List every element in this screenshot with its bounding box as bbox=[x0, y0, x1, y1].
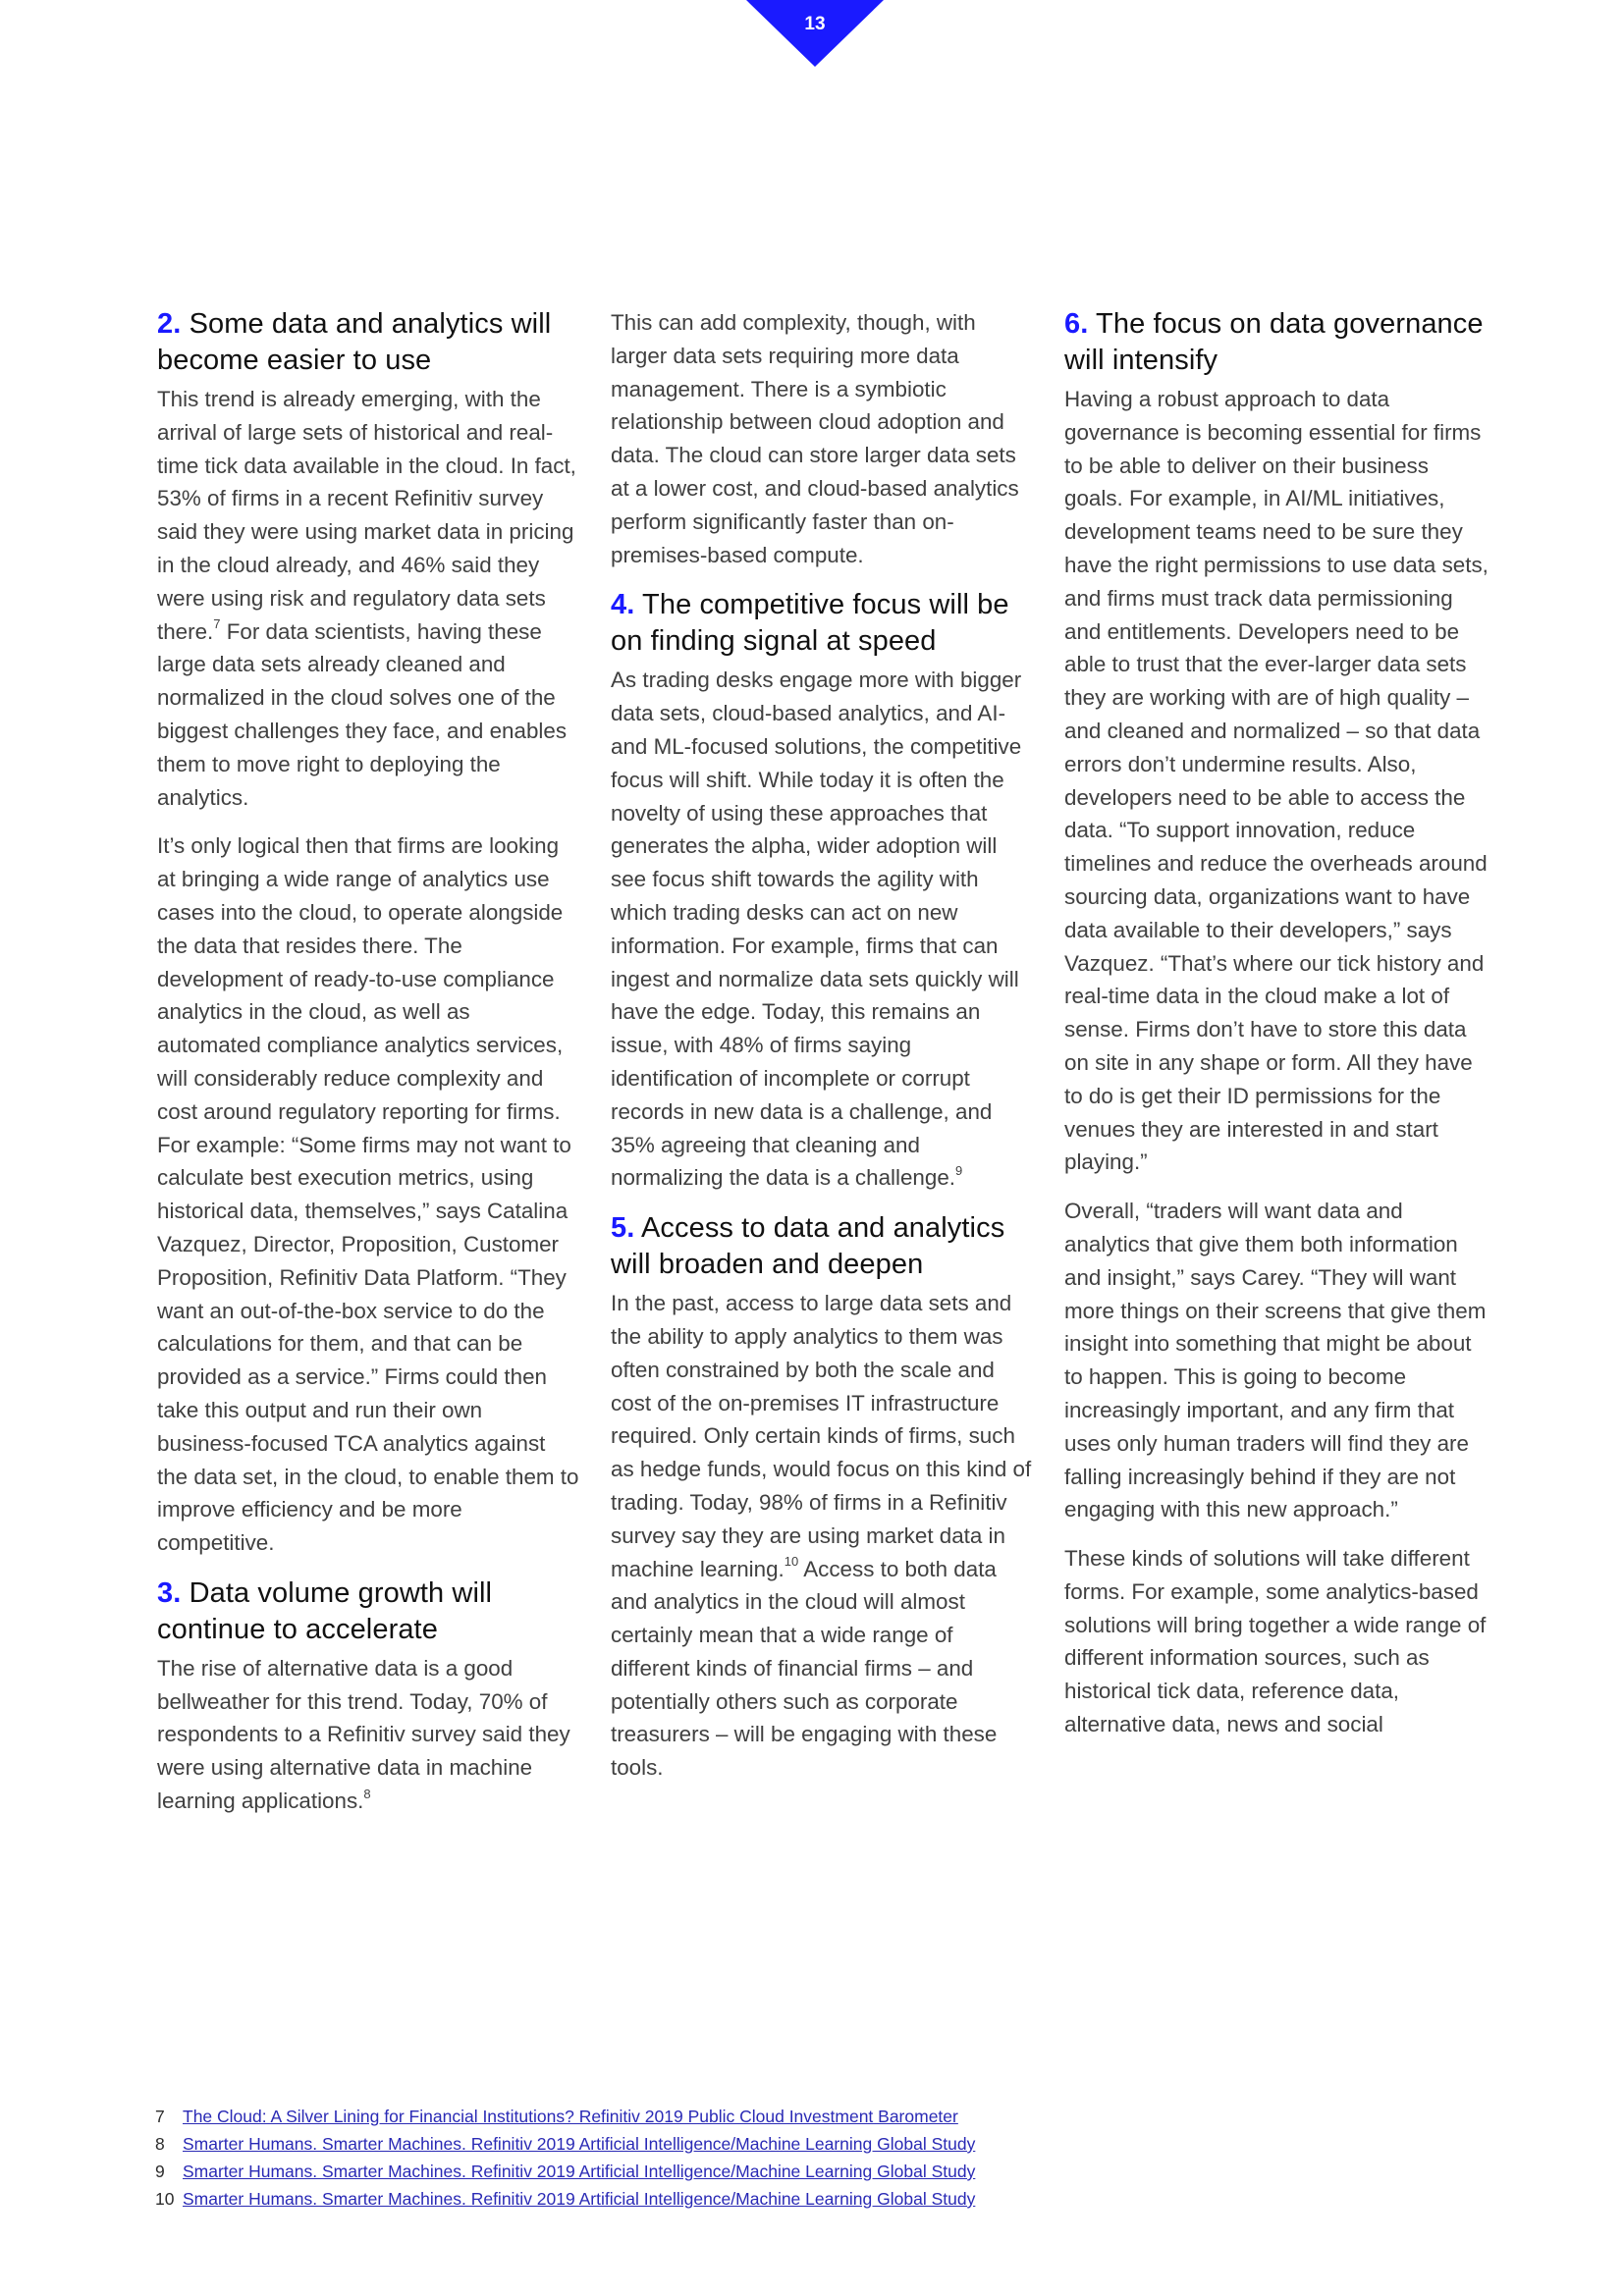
footnotes bbox=[155, 2103, 1235, 2213]
section-number: 5. bbox=[611, 1212, 635, 1245]
footnote-number: 8 bbox=[155, 2134, 165, 2154]
section-number: 6. bbox=[1064, 308, 1089, 340]
footnote-7 bbox=[155, 2103, 1235, 2130]
paragraph-text-cont: For data scientists, having these large data sets already cleaned and normalized in the cloud solves one of the biggest challenges they face, and enables them to move right to deploying the analytics. bbox=[157, 618, 568, 810]
paragraph bbox=[611, 664, 1033, 1195]
footnote-link[interactable]: The Cloud: A Silver Lining for Financial Institutions? Refinitiv 2019 Public Cloud Investment Barometer bbox=[183, 2107, 958, 2126]
section-6 bbox=[1064, 306, 1492, 1741]
footnote-ref: 8 bbox=[363, 1786, 371, 1801]
paragraph-text: This can add complexity, though, with larger data sets requiring more data management. There is a symbiotic relationship between cloud adoption and data. The cloud can store larger data sets at a lower cost, and cloud-based analytics perform significantly faster than on-premises-based compute. bbox=[611, 310, 1019, 567]
paragraph-text-cont: Access to both data and analytics in the cloud will almost certainly mean that a wide range of different kinds of financial firms – and potentially others such as corporate treasurers – will be engaging with these tools. bbox=[611, 1556, 998, 1781]
paragraph-text: As trading desks engage more with bigger data sets, cloud-based analytics, and AI- and ML-focused solutions, the competitive focus will shift. While today it is often the novelty of using these approaches that generates the alpha, wider adoption will see focus shift towards the agility with which trading desks can act on new information. For example, firms that can ingest and normalize data sets quickly will have the edge. Today, this remains an issue, with 48% of firms saying identification of incomplete or corrupt records in new data is a challenge, and 35% agreeing that cleaning and normalizing the data is a challenge. bbox=[611, 667, 1022, 1191]
section-heading bbox=[157, 306, 579, 379]
section-3 bbox=[157, 1575, 579, 1818]
paragraph-text: Overall, “traders will want data and analytics that give them both information and insight,” says Carey. “They will want more things on their screens that give them insight into something that might be about to happen. This is going to become increasingly important, and any firm that uses only human traders will find they are falling increasingly behind if they are not engaging with this new approach.” bbox=[1064, 1199, 1487, 1522]
section-heading bbox=[1064, 306, 1492, 379]
footnote-link[interactable]: Smarter Humans. Smarter Machines. Refinitiv 2019 Artificial Intelligence/Machine Learning Global Study bbox=[183, 2189, 976, 2209]
section-heading bbox=[611, 587, 1033, 660]
footnote-ref: 7 bbox=[213, 616, 221, 632]
paragraph-text: The rise of alternative data is a good bellweather for this trend. Today, 70% of respondents to a Refinitiv survey said they were using alternative data in machine learning applications. bbox=[157, 1655, 570, 1814]
page-number: 13 bbox=[804, 14, 826, 34]
section-4 bbox=[611, 587, 1033, 1195]
section-heading bbox=[157, 1575, 579, 1648]
footnote-ref: 10 bbox=[784, 1554, 799, 1570]
footnote-10 bbox=[155, 2185, 1235, 2213]
section-title: Access to data and analytics will broaden and deepen bbox=[611, 1212, 1005, 1281]
footnote-number: 7 bbox=[155, 2107, 165, 2126]
section-number: 2. bbox=[157, 308, 182, 340]
paragraph-text: These kinds of solutions will take different forms. For example, some analytics-based solutions will bring together a wide range of different information sources, such as historical tick data, reference data, alternative data, news and social bbox=[1064, 1546, 1487, 1737]
column-1 bbox=[157, 306, 579, 1834]
paragraph bbox=[611, 1287, 1033, 1785]
paragraph bbox=[1064, 383, 1492, 1179]
section-title: The competitive focus will be on finding signal at speed bbox=[611, 589, 1009, 658]
paragraph bbox=[1064, 1195, 1492, 1526]
paragraph-text: It’s only logical then that firms are looking at bringing a wide range of analytics use cases into the cloud, to operate alongside the data that resides there. The development of ready-to-use compliance analytics in the cloud, as well as automated compliance analytics services, will considerably reduce complexity and cost around regulatory reporting for firms. For example: “Some firms may not want to calculate best execution metrics, using historical data, themselves,” says Catalina Vazquez, Director, Proposition, Customer Proposition, Refinitiv Data Platform. “They want an out-of-the-box service to do the calculations for them, and that can be provided as a service.” Firms could then take this output and run their own business-focused TCA analytics against the data set, in the cloud, to enable them to improve efficiency and be more competitive. bbox=[157, 833, 579, 1556]
footnote-8 bbox=[155, 2130, 1235, 2158]
column-2 bbox=[611, 306, 1033, 1800]
footnote-link[interactable]: Smarter Humans. Smarter Machines. Refinitiv 2019 Artificial Intelligence/Machine Learning Global Study bbox=[183, 2134, 976, 2154]
section-number: 3. bbox=[157, 1576, 182, 1609]
footnote-number: 9 bbox=[155, 2162, 165, 2181]
paragraph bbox=[611, 306, 1033, 571]
section-title: The focus on data governance will intensify bbox=[1064, 308, 1484, 376]
footnote-link[interactable]: Smarter Humans. Smarter Machines. Refinitiv 2019 Artificial Intelligence/Machine Learning Global Study bbox=[183, 2162, 976, 2181]
section-2 bbox=[157, 306, 579, 1560]
section-5 bbox=[611, 1210, 1033, 1785]
section-heading bbox=[611, 1210, 1033, 1283]
paragraph-text: In the past, access to large data sets and the ability to apply analytics to them was often constrained by both the scale and cost of the on-premises IT infrastructure required. Only certain kinds of firms, such as hedge funds, would focus on this kind of trading. Today, 98% of firms in a Refinitiv survey say they are using market data in machine learning. bbox=[611, 1291, 1032, 1581]
footnote-9 bbox=[155, 2158, 1235, 2185]
paragraph bbox=[1064, 1542, 1492, 1741]
column-3 bbox=[1064, 306, 1492, 1757]
section-title: Data volume growth will continue to accelerate bbox=[157, 1576, 493, 1645]
paragraph bbox=[157, 1652, 579, 1818]
footnote-ref: 9 bbox=[955, 1162, 963, 1178]
paragraph bbox=[157, 829, 579, 1560]
footnote-number: 10 bbox=[155, 2189, 175, 2209]
paragraph-text: This trend is already emerging, with the arrival of large sets of historical and real-time tick data available in the cloud. In fact, 53% of firms in a recent Refinitiv survey said they were using market data in pricing in the cloud already, and 46% said they were using risk and regulatory data sets there. bbox=[157, 387, 576, 644]
section-number: 4. bbox=[611, 589, 635, 621]
paragraph bbox=[157, 383, 579, 814]
section-3-continued bbox=[611, 306, 1033, 571]
paragraph-text: Having a robust approach to data governance is becoming essential for firms to be able to deliver on their business goals. For example, in AI/ML initiatives, development teams need to be sure they have the right permissions to use data sets, and firms must track data permissioning and entitlements. Developers need to be able to trust that the ever-larger data sets they are working with are of high quality – and cleaned and normalized – so that data errors don’t undermine results. Also, developers need to be able to access the data. “To support innovation, reduce timelines and reduce the overheads around sourcing data, organizations want to have data available to their developers,” says Vazquez. “That’s where our tick history and real-time data in the cloud make a lot of sense. Firms don’t have to store this data on site in any shape or form. All they have to do is get their ID permissions for the venues they are interested in and start playing.” bbox=[1064, 387, 1489, 1175]
section-title: Some data and analytics will become easier to use bbox=[157, 308, 552, 376]
